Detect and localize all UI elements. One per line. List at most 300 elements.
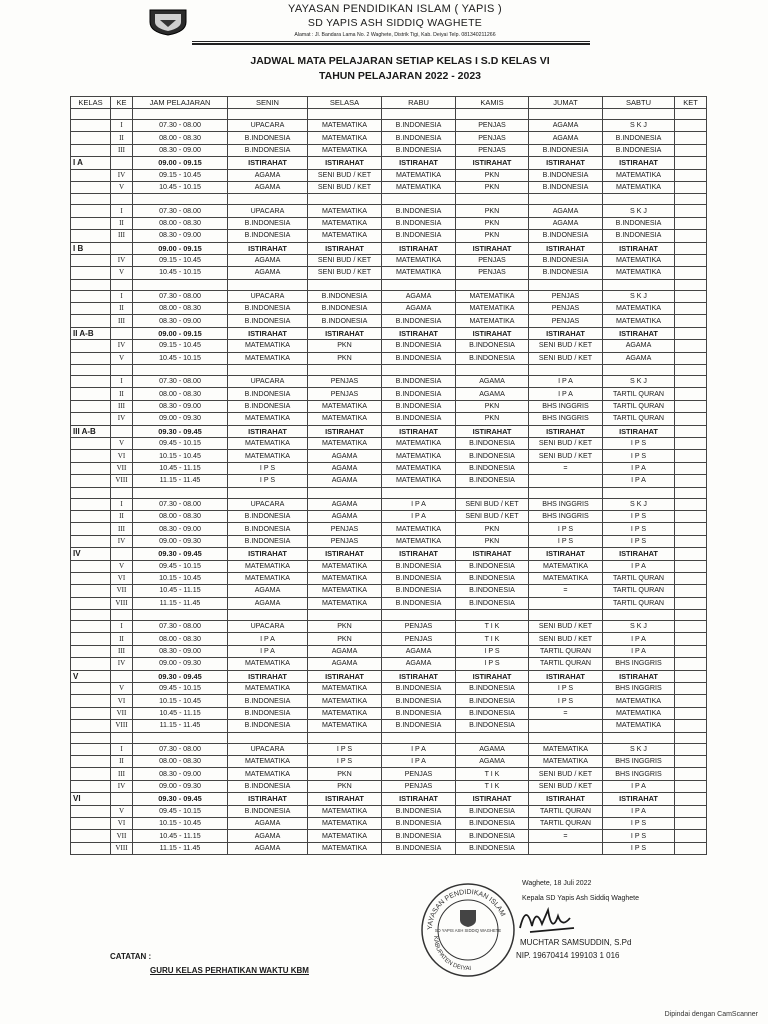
- rabu-cell: I P A: [382, 510, 456, 522]
- kamis-cell: B.INDONESIA: [456, 805, 529, 817]
- ket-cell: [675, 793, 707, 805]
- senin-cell: B.INDONESIA: [228, 695, 308, 707]
- rabu-cell: MATEMATIKA: [382, 267, 456, 279]
- table-row: [71, 548, 707, 560]
- senin-cell: B.INDONESIA: [228, 217, 308, 229]
- jumat-cell: TARTIL QURAN: [529, 817, 603, 829]
- kamis-cell: B.INDONESIA: [456, 817, 529, 829]
- table-row: [71, 720, 707, 732]
- kamis-cell: PENJAS: [456, 267, 529, 279]
- time-cell: 10.15 - 10.45: [133, 450, 228, 462]
- senin-cell: ISTIRAHAT: [228, 425, 308, 437]
- jumat-cell: [529, 720, 603, 732]
- kamis-cell: ISTIRAHAT: [456, 327, 529, 339]
- table-row: [71, 633, 707, 645]
- senin-cell: B.INDONESIA: [228, 144, 308, 156]
- kamis-cell: B.INDONESIA: [456, 560, 529, 572]
- time-cell: 08.30 - 09.00: [133, 230, 228, 242]
- senin-cell: UPACARA: [228, 498, 308, 510]
- spacer-cell: [529, 732, 603, 743]
- time-cell: 08.30 - 09.00: [133, 315, 228, 327]
- table-row: [71, 217, 707, 229]
- time-cell: 09.30 - 09.45: [133, 793, 228, 805]
- spacer-cell: [382, 487, 456, 498]
- table-header-row: [71, 97, 707, 109]
- table-row: [71, 437, 707, 449]
- table-row: [71, 230, 707, 242]
- kelas-cell: [71, 842, 111, 854]
- sabtu-cell: MATEMATIKA: [603, 267, 675, 279]
- ket-cell: [675, 498, 707, 510]
- sabtu-cell: ISTIRAHAT: [603, 793, 675, 805]
- sabtu-cell: TARTIL QURAN: [603, 400, 675, 412]
- rabu-cell: PENJAS: [382, 633, 456, 645]
- spacer-cell: [603, 194, 675, 205]
- kamis-cell: PKN: [456, 205, 529, 217]
- ket-cell: [675, 817, 707, 829]
- spacer-cell: [133, 610, 228, 621]
- kamis-cell: PKN: [456, 535, 529, 547]
- ket-cell: [675, 425, 707, 437]
- spacer-cell: [228, 487, 308, 498]
- table-row: [71, 560, 707, 572]
- ket-cell: [675, 315, 707, 327]
- rabu-cell: B.INDONESIA: [382, 144, 456, 156]
- table-row: [71, 327, 707, 339]
- jumat-cell: MATEMATIKA: [529, 755, 603, 767]
- kelas-cell: [71, 475, 111, 487]
- spacer-cell: [529, 365, 603, 376]
- sabtu-cell: S K J: [603, 205, 675, 217]
- time-cell: 09.15 - 10.45: [133, 254, 228, 266]
- period-cell: IV: [111, 254, 133, 266]
- senin-cell: UPACARA: [228, 621, 308, 633]
- table-row: [71, 768, 707, 780]
- kelas-cell: [71, 267, 111, 279]
- table-row: [71, 523, 707, 535]
- jumat-cell: I P A: [529, 376, 603, 388]
- selasa-cell: PKN: [308, 340, 382, 352]
- kelas-cell: [71, 720, 111, 732]
- stamp-bottom-text: KABUPATEN DEIYAI: [431, 935, 472, 973]
- kamis-cell: AGAMA: [456, 755, 529, 767]
- senin-cell: AGAMA: [228, 817, 308, 829]
- sabtu-cell: TARTIL QURAN: [603, 413, 675, 425]
- kelas-cell: [71, 413, 111, 425]
- spacer-cell: [603, 732, 675, 743]
- table-row: [71, 780, 707, 792]
- time-cell: 08.00 - 08.30: [133, 755, 228, 767]
- rabu-cell: B.INDONESIA: [382, 217, 456, 229]
- sabtu-cell: I P S: [603, 523, 675, 535]
- rabu-cell: MATEMATIKA: [382, 523, 456, 535]
- ket-cell: [675, 169, 707, 181]
- time-cell: 09.00 - 09.15: [133, 157, 228, 169]
- rabu-cell: MATEMATIKA: [382, 254, 456, 266]
- senin-cell: AGAMA: [228, 842, 308, 854]
- spacer-cell: [529, 109, 603, 120]
- spacer-cell: [71, 365, 111, 376]
- rabu-cell: AGAMA: [382, 658, 456, 670]
- table-row: [71, 169, 707, 181]
- scanner-credit: Dipindai dengan CamScanner: [664, 1011, 758, 1018]
- selasa-cell: SENI BUD / KET: [308, 254, 382, 266]
- kamis-cell: SENI BUD / KET: [456, 498, 529, 510]
- table-row: [71, 817, 707, 829]
- time-cell: 08.30 - 09.00: [133, 144, 228, 156]
- ket-cell: [675, 768, 707, 780]
- rabu-cell: I P A: [382, 743, 456, 755]
- senin-cell: AGAMA: [228, 169, 308, 181]
- sabtu-cell: I P A: [603, 780, 675, 792]
- table-row: [71, 352, 707, 364]
- kamis-cell: PKN: [456, 230, 529, 242]
- period-cell: V: [111, 181, 133, 193]
- rabu-cell: MATEMATIKA: [382, 450, 456, 462]
- rabu-cell: B.INDONESIA: [382, 817, 456, 829]
- table-row: [71, 242, 707, 254]
- sabtu-cell: S K J: [603, 120, 675, 132]
- time-cell: 10.45 - 11.15: [133, 462, 228, 474]
- kelas-cell: [71, 352, 111, 364]
- sabtu-cell: I P A: [603, 805, 675, 817]
- kamis-cell: T I K: [456, 633, 529, 645]
- sabtu-cell: ISTIRAHAT: [603, 548, 675, 560]
- period-cell: V: [111, 437, 133, 449]
- ket-cell: [675, 352, 707, 364]
- rabu-cell: B.INDONESIA: [382, 388, 456, 400]
- kelas-cell: [71, 621, 111, 633]
- kelas-cell: [71, 743, 111, 755]
- period-cell: [111, 327, 133, 339]
- ket-cell: [675, 327, 707, 339]
- rabu-cell: B.INDONESIA: [382, 695, 456, 707]
- kamis-cell: T I K: [456, 780, 529, 792]
- kelas-cell: [71, 523, 111, 535]
- time-cell: 07.30 - 08.00: [133, 120, 228, 132]
- rabu-cell: B.INDONESIA: [382, 230, 456, 242]
- jumat-cell: BHS INGGRIS: [529, 510, 603, 522]
- table-spacer-row: [71, 365, 707, 376]
- spacer-cell: [529, 487, 603, 498]
- selasa-cell: I P S: [308, 755, 382, 767]
- kelas-cell: [71, 340, 111, 352]
- sabtu-cell: MATEMATIKA: [603, 303, 675, 315]
- ket-cell: [675, 755, 707, 767]
- kamis-cell: PKN: [456, 523, 529, 535]
- jumat-cell: BHS INGGRIS: [529, 413, 603, 425]
- senin-cell: B.INDONESIA: [228, 780, 308, 792]
- period-cell: III: [111, 144, 133, 156]
- kamis-cell: MATEMATIKA: [456, 303, 529, 315]
- kamis-cell: B.INDONESIA: [456, 585, 529, 597]
- senin-cell: AGAMA: [228, 181, 308, 193]
- selasa-cell: SENI BUD / KET: [308, 181, 382, 193]
- kelas-cell: II A-B: [71, 327, 111, 339]
- column-header: KELAS: [71, 97, 111, 109]
- senin-cell: ISTIRAHAT: [228, 157, 308, 169]
- time-cell: 10.15 - 10.45: [133, 695, 228, 707]
- table-row: [71, 510, 707, 522]
- jumat-cell: MATEMATIKA: [529, 572, 603, 584]
- ket-cell: [675, 230, 707, 242]
- ket-cell: [675, 254, 707, 266]
- kamis-cell: PENJAS: [456, 132, 529, 144]
- period-cell: VII: [111, 585, 133, 597]
- table-row: [71, 462, 707, 474]
- selasa-cell: SENI BUD / KET: [308, 267, 382, 279]
- selasa-cell: MATEMATIKA: [308, 205, 382, 217]
- period-cell: VIII: [111, 720, 133, 732]
- rabu-cell: I P A: [382, 498, 456, 510]
- senin-cell: I P A: [228, 645, 308, 657]
- period-cell: VII: [111, 830, 133, 842]
- sabtu-cell: ISTIRAHAT: [603, 670, 675, 682]
- rabu-cell: B.INDONESIA: [382, 572, 456, 584]
- sabtu-cell: BHS INGGRIS: [603, 683, 675, 695]
- senin-cell: AGAMA: [228, 585, 308, 597]
- time-cell: 07.30 - 08.00: [133, 498, 228, 510]
- kamis-cell: SENI BUD / KET: [456, 510, 529, 522]
- jumat-cell: B.INDONESIA: [529, 144, 603, 156]
- kamis-cell: PENJAS: [456, 254, 529, 266]
- time-cell: 09.45 - 10.15: [133, 437, 228, 449]
- spacer-cell: [71, 610, 111, 621]
- jumat-cell: I P A: [529, 388, 603, 400]
- period-cell: II: [111, 303, 133, 315]
- kelas-cell: I B: [71, 242, 111, 254]
- ket-cell: [675, 462, 707, 474]
- kelas-cell: [71, 217, 111, 229]
- sabtu-cell: B.INDONESIA: [603, 144, 675, 156]
- rabu-cell: B.INDONESIA: [382, 413, 456, 425]
- kelas-cell: [71, 585, 111, 597]
- spacer-cell: [308, 194, 382, 205]
- table-row: [71, 793, 707, 805]
- rabu-cell: B.INDONESIA: [382, 842, 456, 854]
- sabtu-cell: S K J: [603, 621, 675, 633]
- kamis-cell: B.INDONESIA: [456, 352, 529, 364]
- kelas-cell: [71, 510, 111, 522]
- kelas-cell: [71, 633, 111, 645]
- ket-cell: [675, 132, 707, 144]
- spacer-cell: [529, 610, 603, 621]
- ket-cell: [675, 695, 707, 707]
- spacer-cell: [71, 279, 111, 290]
- senin-cell: MATEMATIKA: [228, 450, 308, 462]
- kamis-cell: ISTIRAHAT: [456, 425, 529, 437]
- rabu-cell: PENJAS: [382, 621, 456, 633]
- senin-cell: MATEMATIKA: [228, 658, 308, 670]
- table-row: [71, 450, 707, 462]
- kelas-cell: [71, 830, 111, 842]
- table-row: [71, 695, 707, 707]
- kelas-cell: [71, 597, 111, 609]
- selasa-cell: AGAMA: [308, 658, 382, 670]
- spacer-cell: [456, 487, 529, 498]
- rabu-cell: ISTIRAHAT: [382, 548, 456, 560]
- kelas-cell: [71, 400, 111, 412]
- senin-cell: B.INDONESIA: [228, 510, 308, 522]
- kelas-cell: [71, 498, 111, 510]
- selasa-cell: MATEMATIKA: [308, 805, 382, 817]
- time-cell: 09.15 - 10.45: [133, 169, 228, 181]
- table-row: [71, 400, 707, 412]
- kamis-cell: PKN: [456, 400, 529, 412]
- spacer-cell: [603, 109, 675, 120]
- ket-cell: [675, 720, 707, 732]
- signature: [500, 898, 590, 940]
- kelas-cell: IV: [71, 548, 111, 560]
- senin-cell: AGAMA: [228, 254, 308, 266]
- rabu-cell: B.INDONESIA: [382, 120, 456, 132]
- spacer-cell: [228, 365, 308, 376]
- jumat-cell: PENJAS: [529, 303, 603, 315]
- kamis-cell: PKN: [456, 181, 529, 193]
- rabu-cell: B.INDONESIA: [382, 376, 456, 388]
- spacer-cell: [228, 109, 308, 120]
- senin-cell: AGAMA: [228, 830, 308, 842]
- kelas-cell: [71, 645, 111, 657]
- senin-cell: UPACARA: [228, 205, 308, 217]
- spacer-cell: [456, 194, 529, 205]
- period-cell: III: [111, 400, 133, 412]
- kamis-cell: B.INDONESIA: [456, 830, 529, 842]
- selasa-cell: MATEMATIKA: [308, 683, 382, 695]
- selasa-cell: PKN: [308, 768, 382, 780]
- time-cell: 09.45 - 10.15: [133, 683, 228, 695]
- school-address: Alamat : Jl. Bandara Lama No. 2 Waghete, Distrik Tigi, Kab. Deiyai Telp. 081340211266: [294, 32, 496, 38]
- selasa-cell: MATEMATIKA: [308, 695, 382, 707]
- senin-cell: UPACARA: [228, 376, 308, 388]
- rabu-cell: I P A: [382, 755, 456, 767]
- selasa-cell: PKN: [308, 621, 382, 633]
- jumat-cell: TARTIL QURAN: [529, 805, 603, 817]
- jumat-cell: [529, 475, 603, 487]
- document-subtitle: TAHUN PELAJARAN 2022 - 2023: [318, 70, 482, 82]
- selasa-cell: MATEMATIKA: [308, 217, 382, 229]
- table-row: [71, 597, 707, 609]
- period-cell: I: [111, 498, 133, 510]
- school-logo-icon: [146, 6, 190, 36]
- spacer-cell: [382, 365, 456, 376]
- kelas-cell: [71, 144, 111, 156]
- sabtu-cell: TARTIL QURAN: [603, 572, 675, 584]
- kamis-cell: B.INDONESIA: [456, 340, 529, 352]
- spacer-cell: [382, 610, 456, 621]
- period-cell: VI: [111, 572, 133, 584]
- ket-cell: [675, 805, 707, 817]
- column-header: RABU: [382, 97, 456, 109]
- table-row: [71, 144, 707, 156]
- kelas-cell: [71, 205, 111, 217]
- kamis-cell: PENJAS: [456, 144, 529, 156]
- kelas-cell: [71, 388, 111, 400]
- period-cell: IV: [111, 413, 133, 425]
- ket-cell: [675, 242, 707, 254]
- senin-cell: B.INDONESIA: [228, 230, 308, 242]
- time-cell: 08.00 - 08.30: [133, 303, 228, 315]
- spacer-cell: [529, 194, 603, 205]
- table-row: [71, 645, 707, 657]
- ket-cell: [675, 585, 707, 597]
- spacer-cell: [71, 194, 111, 205]
- rabu-cell: B.INDONESIA: [382, 597, 456, 609]
- kamis-cell: PKN: [456, 217, 529, 229]
- rabu-cell: B.INDONESIA: [382, 560, 456, 572]
- jumat-cell: MATEMATIKA: [529, 743, 603, 755]
- period-cell: II: [111, 510, 133, 522]
- selasa-cell: MATEMATIKA: [308, 230, 382, 242]
- spacer-cell: [603, 365, 675, 376]
- senin-cell: B.INDONESIA: [228, 400, 308, 412]
- time-cell: 10.45 - 10.15: [133, 352, 228, 364]
- sabtu-cell: AGAMA: [603, 352, 675, 364]
- kamis-cell: I P S: [456, 645, 529, 657]
- spacer-cell: [71, 732, 111, 743]
- rabu-cell: B.INDONESIA: [382, 205, 456, 217]
- spacer-cell: [603, 279, 675, 290]
- senin-cell: B.INDONESIA: [228, 707, 308, 719]
- period-cell: V: [111, 805, 133, 817]
- kelas-cell: [71, 254, 111, 266]
- spacer-cell: [71, 109, 111, 120]
- kamis-cell: MATEMATIKA: [456, 290, 529, 302]
- ket-cell: [675, 217, 707, 229]
- selasa-cell: B.INDONESIA: [308, 315, 382, 327]
- spacer-cell: [675, 194, 707, 205]
- spacer-cell: [133, 279, 228, 290]
- sabtu-cell: MATEMATIKA: [603, 169, 675, 181]
- senin-cell: AGAMA: [228, 267, 308, 279]
- kelas-cell: [71, 695, 111, 707]
- spacer-cell: [675, 109, 707, 120]
- sabtu-cell: MATEMATIKA: [603, 315, 675, 327]
- senin-cell: UPACARA: [228, 120, 308, 132]
- spacer-cell: [382, 109, 456, 120]
- kamis-cell: ISTIRAHAT: [456, 548, 529, 560]
- header-rule-thick: [192, 43, 590, 45]
- period-cell: VI: [111, 817, 133, 829]
- signatory-name: MUCHTAR SAMSUDDIN, S.Pd: [520, 938, 632, 947]
- table-row: [71, 425, 707, 437]
- notes-label: CATATAN :: [110, 952, 152, 961]
- time-cell: 09.00 - 09.30: [133, 413, 228, 425]
- time-cell: 09.30 - 09.45: [133, 425, 228, 437]
- selasa-cell: ISTIRAHAT: [308, 425, 382, 437]
- rabu-cell: PENJAS: [382, 768, 456, 780]
- sabtu-cell: B.INDONESIA: [603, 217, 675, 229]
- kamis-cell: I P S: [456, 658, 529, 670]
- ket-cell: [675, 437, 707, 449]
- period-cell: V: [111, 267, 133, 279]
- period-cell: IV: [111, 535, 133, 547]
- period-cell: IV: [111, 169, 133, 181]
- jumat-cell: MATEMATIKA: [529, 560, 603, 572]
- ket-cell: [675, 523, 707, 535]
- kamis-cell: MATEMATIKA: [456, 315, 529, 327]
- table-row: [71, 267, 707, 279]
- time-cell: 07.30 - 08.00: [133, 376, 228, 388]
- rabu-cell: ISTIRAHAT: [382, 157, 456, 169]
- selasa-cell: AGAMA: [308, 645, 382, 657]
- senin-cell: MATEMATIKA: [228, 683, 308, 695]
- table-row: [71, 388, 707, 400]
- spacer-cell: [111, 279, 133, 290]
- sabtu-cell: I P S: [603, 817, 675, 829]
- selasa-cell: PKN: [308, 352, 382, 364]
- spacer-cell: [456, 610, 529, 621]
